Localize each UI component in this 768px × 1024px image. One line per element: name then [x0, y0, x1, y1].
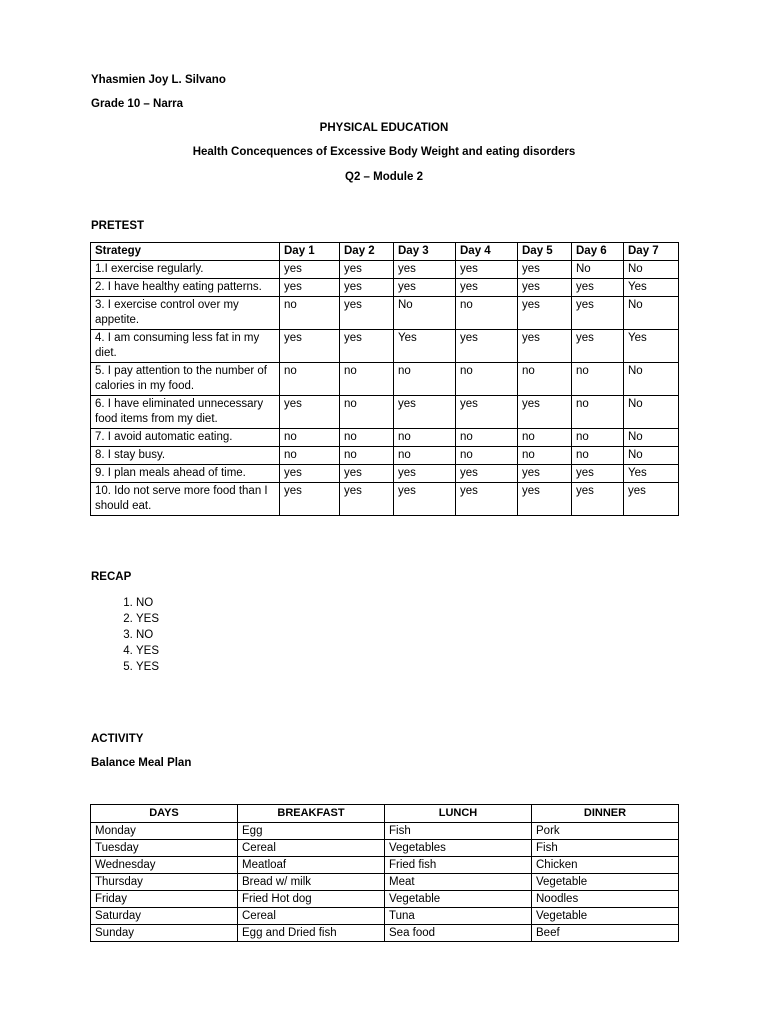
- day-answer-cell: Yes: [394, 330, 456, 363]
- pretest-column-header: Day 1: [280, 243, 340, 261]
- pretest-header-row: [91, 243, 679, 261]
- pretest-row: [91, 279, 679, 297]
- day-answer-cell: yes: [572, 297, 624, 330]
- day-answer-cell: no: [518, 429, 572, 447]
- day-answer-cell: yes: [518, 279, 572, 297]
- meal-plan-heading: Balance Meal Plan: [91, 757, 192, 769]
- strategy-cell: 6. I have eliminated unnecessary food items from my diet.: [91, 396, 280, 429]
- pretest-row: [91, 429, 679, 447]
- day-answer-cell: yes: [572, 483, 624, 516]
- meal-cell: Sunday: [91, 925, 238, 942]
- day-answer-cell: Yes: [624, 330, 679, 363]
- day-answer-cell: yes: [518, 261, 572, 279]
- pretest-column-header: Day 5: [518, 243, 572, 261]
- day-answer-cell: yes: [456, 330, 518, 363]
- day-answer-cell: no: [280, 363, 340, 396]
- pretest-column-header: Day 2: [340, 243, 394, 261]
- meal-cell: Beef: [532, 925, 679, 942]
- meal-cell: Cereal: [238, 908, 385, 925]
- topic-title: Health Concequences of Excessive Body Weight and eating disorders: [192, 146, 576, 158]
- day-answer-cell: yes: [394, 465, 456, 483]
- day-answer-cell: yes: [340, 279, 394, 297]
- day-answer-cell: no: [394, 429, 456, 447]
- meal-column-header: DINNER: [532, 805, 679, 823]
- pretest-column-header: Day 7: [624, 243, 679, 261]
- meal-cell: Fish: [385, 823, 532, 840]
- meal-row: [91, 823, 679, 840]
- grade-section: Grade 10 – Narra: [91, 98, 184, 110]
- day-answer-cell: no: [572, 396, 624, 429]
- strategy-cell: 5. I pay attention to the number of calories in my food.: [91, 363, 280, 396]
- student-name: Yhasmien Joy L. Silvano: [91, 74, 226, 86]
- day-answer-cell: yes: [572, 330, 624, 363]
- meal-cell: Noodles: [532, 891, 679, 908]
- day-answer-cell: yes: [280, 396, 340, 429]
- day-answer-cell: no: [456, 363, 518, 396]
- day-answer-cell: no: [518, 447, 572, 465]
- day-answer-cell: yes: [280, 465, 340, 483]
- day-answer-cell: no: [572, 429, 624, 447]
- day-answer-cell: No: [394, 297, 456, 330]
- day-answer-cell: no: [456, 429, 518, 447]
- meal-cell: Monday: [91, 823, 238, 840]
- module-title: Q2 – Module 2: [345, 171, 423, 183]
- day-answer-cell: Yes: [624, 279, 679, 297]
- recap-item: 1. NO: [136, 595, 159, 611]
- recap-item: 5. YES: [136, 659, 159, 675]
- day-answer-cell: yes: [394, 483, 456, 516]
- pretest-heading: PRETEST: [91, 220, 145, 232]
- day-answer-cell: yes: [280, 279, 340, 297]
- day-answer-cell: yes: [572, 465, 624, 483]
- day-answer-cell: yes: [340, 261, 394, 279]
- day-answer-cell: yes: [518, 330, 572, 363]
- day-answer-cell: Yes: [624, 465, 679, 483]
- day-answer-cell: yes: [456, 465, 518, 483]
- day-answer-cell: yes: [280, 483, 340, 516]
- day-answer-cell: no: [340, 429, 394, 447]
- recap-list: [112, 595, 159, 675]
- day-answer-cell: no: [518, 363, 572, 396]
- day-answer-cell: yes: [280, 330, 340, 363]
- day-answer-cell: no: [340, 363, 394, 396]
- meal-cell: Fish: [532, 840, 679, 857]
- day-answer-cell: yes: [518, 396, 572, 429]
- day-answer-cell: yes: [280, 261, 340, 279]
- day-answer-cell: yes: [456, 279, 518, 297]
- day-answer-cell: yes: [518, 465, 572, 483]
- activity-heading: ACTIVITY: [91, 733, 144, 745]
- pretest-row: [91, 330, 679, 363]
- day-answer-cell: yes: [340, 465, 394, 483]
- meal-column-header: LUNCH: [385, 805, 532, 823]
- recap-item: 3. NO: [136, 627, 159, 643]
- pretest-row: [91, 261, 679, 279]
- day-answer-cell: no: [340, 396, 394, 429]
- day-answer-cell: No: [572, 261, 624, 279]
- strategy-cell: 1.I exercise regularly.: [91, 261, 280, 279]
- day-answer-cell: no: [280, 297, 340, 330]
- meal-row: [91, 925, 679, 942]
- meal-cell: Meatloaf: [238, 857, 385, 874]
- recap-heading: RECAP: [91, 571, 132, 583]
- meal-cell: Vegetable: [532, 874, 679, 891]
- pretest-column-header: Day 4: [456, 243, 518, 261]
- meal-cell: Sea food: [385, 925, 532, 942]
- pretest-column-header: Strategy: [91, 243, 280, 261]
- pretest-row: [91, 297, 679, 330]
- day-answer-cell: no: [572, 363, 624, 396]
- strategy-cell: 8. I stay busy.: [91, 447, 280, 465]
- meal-cell: Egg and Dried fish: [238, 925, 385, 942]
- meal-row: [91, 891, 679, 908]
- strategy-cell: 10. Ido not serve more food than I should eat.: [91, 483, 280, 516]
- day-answer-cell: No: [624, 396, 679, 429]
- meal-cell: Egg: [238, 823, 385, 840]
- day-answer-cell: No: [624, 297, 679, 330]
- meal-cell: Tuna: [385, 908, 532, 925]
- day-answer-cell: No: [624, 429, 679, 447]
- day-answer-cell: yes: [518, 297, 572, 330]
- strategy-cell: 4. I am consuming less fat in my diet.: [91, 330, 280, 363]
- subject-title: PHYSICAL EDUCATION: [319, 122, 449, 134]
- meal-row: [91, 874, 679, 891]
- meal-cell: Meat: [385, 874, 532, 891]
- day-answer-cell: yes: [394, 279, 456, 297]
- meal-row: [91, 857, 679, 874]
- meal-cell: Pork: [532, 823, 679, 840]
- strategy-cell: 7. I avoid automatic eating.: [91, 429, 280, 447]
- strategy-cell: 9. I plan meals ahead of time.: [91, 465, 280, 483]
- pretest-row: [91, 465, 679, 483]
- pretest-row: [91, 396, 679, 429]
- strategy-cell: 3. I exercise control over my appetite.: [91, 297, 280, 330]
- day-answer-cell: yes: [394, 396, 456, 429]
- meal-header-row: [91, 805, 679, 823]
- meal-cell: Fried fish: [385, 857, 532, 874]
- day-answer-cell: yes: [394, 261, 456, 279]
- pretest-row: [91, 447, 679, 465]
- day-answer-cell: yes: [456, 396, 518, 429]
- meal-cell: Bread w/ milk: [238, 874, 385, 891]
- meal-cell: Saturday: [91, 908, 238, 925]
- day-answer-cell: yes: [456, 483, 518, 516]
- meal-cell: Tuesday: [91, 840, 238, 857]
- meal-cell: Fried Hot dog: [238, 891, 385, 908]
- day-answer-cell: yes: [624, 483, 679, 516]
- day-answer-cell: yes: [456, 261, 518, 279]
- meal-plan-table: [90, 804, 679, 942]
- pretest-column-header: Day 6: [572, 243, 624, 261]
- pretest-column-header: Day 3: [394, 243, 456, 261]
- meal-cell: Thursday: [91, 874, 238, 891]
- day-answer-cell: yes: [340, 483, 394, 516]
- meal-cell: Cereal: [238, 840, 385, 857]
- meal-column-header: DAYS: [91, 805, 238, 823]
- day-answer-cell: no: [280, 447, 340, 465]
- day-answer-cell: yes: [340, 330, 394, 363]
- meal-cell: Vegetables: [385, 840, 532, 857]
- recap-item: 4. YES: [136, 643, 159, 659]
- pretest-table: [90, 242, 679, 516]
- day-answer-cell: No: [624, 363, 679, 396]
- day-answer-cell: no: [394, 447, 456, 465]
- day-answer-cell: no: [394, 363, 456, 396]
- day-answer-cell: no: [572, 447, 624, 465]
- day-answer-cell: No: [624, 261, 679, 279]
- pretest-row: [91, 363, 679, 396]
- day-answer-cell: no: [456, 447, 518, 465]
- meal-column-header: BREAKFAST: [238, 805, 385, 823]
- pretest-row: [91, 483, 679, 516]
- meal-row: [91, 908, 679, 925]
- day-answer-cell: no: [456, 297, 518, 330]
- recap-item: 2. YES: [136, 611, 159, 627]
- day-answer-cell: yes: [518, 483, 572, 516]
- day-answer-cell: yes: [340, 297, 394, 330]
- day-answer-cell: yes: [572, 279, 624, 297]
- meal-cell: Wednesday: [91, 857, 238, 874]
- strategy-cell: 2. I have healthy eating patterns.: [91, 279, 280, 297]
- day-answer-cell: no: [280, 429, 340, 447]
- meal-row: [91, 840, 679, 857]
- day-answer-cell: no: [340, 447, 394, 465]
- meal-cell: Vegetable: [385, 891, 532, 908]
- day-answer-cell: No: [624, 447, 679, 465]
- meal-cell: Friday: [91, 891, 238, 908]
- meal-cell: Vegetable: [532, 908, 679, 925]
- meal-cell: Chicken: [532, 857, 679, 874]
